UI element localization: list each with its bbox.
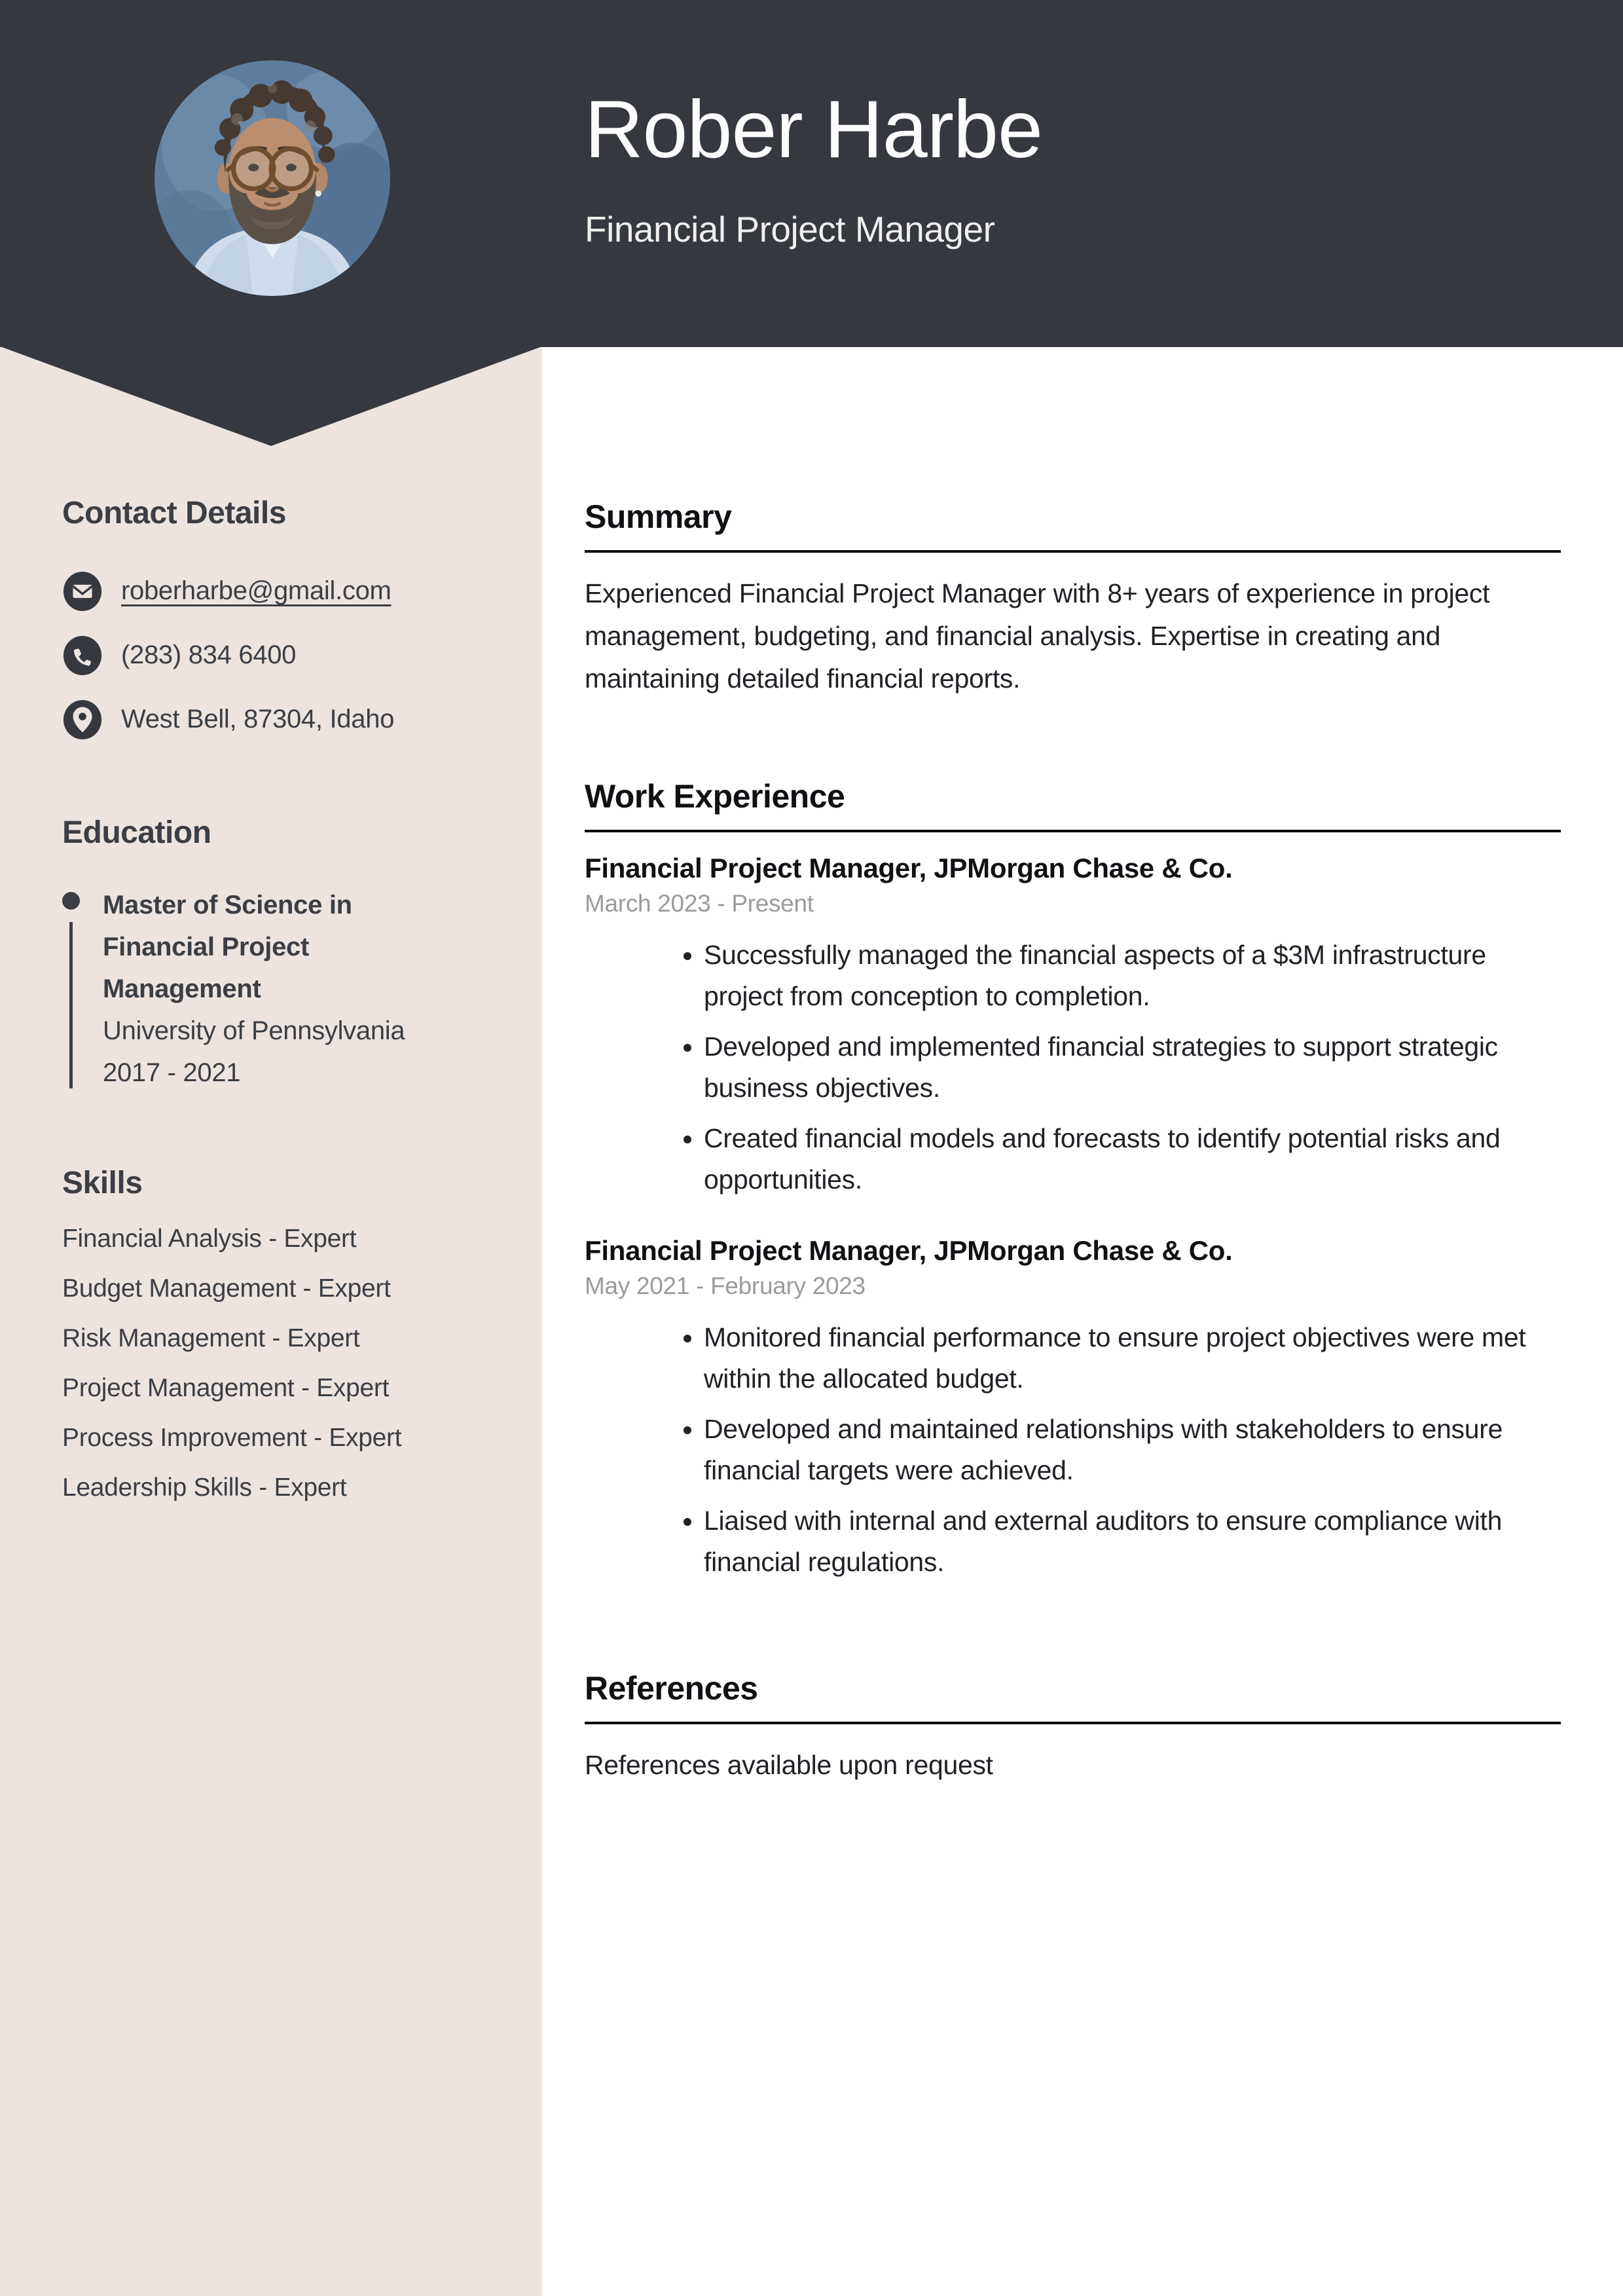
references-section: [585, 1669, 1561, 1787]
person-title: Financial Project Manager: [585, 209, 995, 250]
header-text-block: [585, 85, 1042, 250]
contact-row-email: [62, 570, 494, 612]
education-section: [62, 814, 494, 1094]
summary-text: Experienced Financial Project Manager with 8+ years of experience in project management, budgeting, and financial analysis. Expertise in creating and maintaining detailed financial reports.: [585, 578, 1490, 694]
job-bullet-list: [585, 1317, 1561, 1583]
job-title: Financial Project Manager, JPMorgan Chase & Co.: [585, 1235, 1233, 1266]
skill-item: Budget Management - Expert: [62, 1274, 391, 1303]
summary-heading: Summary: [585, 498, 1561, 553]
skill-item: Risk Management - Expert: [62, 1324, 360, 1352]
job-dates: May 2021 - February 2023: [585, 1272, 866, 1299]
job-bullet: • Liaised with internal and external auditors to ensure compliance with financial regulations.: [704, 1500, 1561, 1583]
job-bullet: • Created financial models and forecasts to identify potential risks and opportunities.: [704, 1118, 1561, 1200]
skills-list: [62, 1225, 494, 1502]
school-name: University of Pennsylvania: [103, 1016, 405, 1046]
sidebar: [62, 494, 494, 1502]
references-text: References available upon request: [585, 1750, 993, 1780]
job-bullet: • Monitored financial performance to ensure project objectives were met within the allocated budget.: [704, 1317, 1561, 1399]
job-bullet-list: [585, 935, 1561, 1200]
skills-heading: Skills: [62, 1166, 143, 1201]
email-link[interactable]: roberharbe@gmail.com: [121, 576, 392, 606]
contact-row-location: [62, 699, 494, 741]
work-experience-heading: Work Experience: [585, 777, 1561, 832]
location-pin-icon: [62, 699, 103, 740]
education-entry: [62, 884, 494, 1094]
timeline-line: [69, 922, 73, 1088]
phone-number: (283) 834 6400: [121, 640, 297, 670]
education-years: 2017 - 2021: [103, 1058, 241, 1088]
work-experience-section: [585, 777, 1561, 1583]
job-bullet: • Developed and maintained relationships with stakeholders to ensure financial targets were achieved.: [704, 1409, 1561, 1491]
person-name: Rober Harbe: [585, 84, 1042, 175]
job-bullet: • Developed and implemented financial strategies to support strategic business objectives.: [704, 1026, 1561, 1109]
main-column: [585, 498, 1561, 1787]
phone-icon: [62, 635, 103, 676]
education-heading: Education: [62, 815, 211, 850]
job-entry: [585, 852, 1561, 1200]
job-entry: [585, 1234, 1561, 1583]
avatar-illustration: [155, 60, 390, 296]
job-bullet: • Successfully managed the financial aspects of a $3M infrastructure project from conception to completion.: [704, 935, 1561, 1017]
summary-section: [585, 498, 1561, 700]
contact-rows: [62, 570, 494, 741]
job-dates: March 2023 - Present: [585, 890, 814, 917]
references-heading: References: [585, 1669, 1561, 1724]
skill-item: Financial Analysis - Expert: [62, 1224, 357, 1253]
profile-photo: [155, 60, 390, 296]
envelope-icon: [62, 571, 103, 612]
skill-item: Project Management - Expert: [62, 1373, 390, 1402]
job-title: Financial Project Manager, JPMorgan Chase & Co.: [585, 853, 1233, 883]
contact-section: [62, 494, 494, 741]
skill-item: Leadership Skills - Expert: [62, 1473, 347, 1502]
degree-name: Master of Science in Financial Project Management: [103, 891, 352, 1004]
location-text: West Bell, 87304, Idaho: [121, 705, 395, 734]
skill-item: Process Improvement - Expert: [62, 1423, 402, 1452]
skills-section: [62, 1164, 494, 1502]
timeline-dot: [62, 892, 80, 910]
contact-heading: Contact Details: [62, 496, 286, 530]
contact-row-phone: [62, 635, 494, 676]
